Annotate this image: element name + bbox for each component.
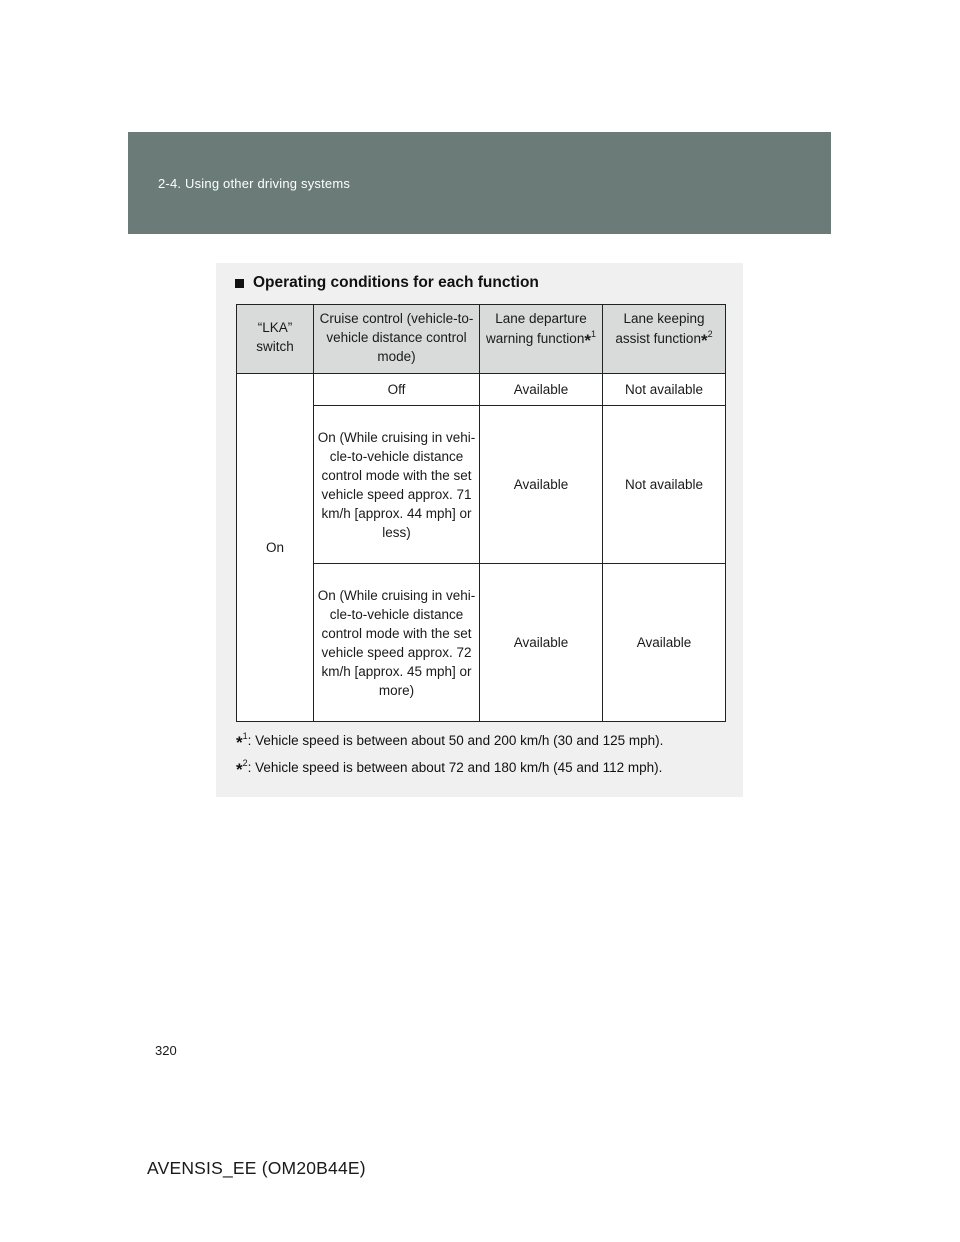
header-band <box>128 132 831 234</box>
footnote-ref-2: 2 <box>707 329 713 339</box>
header-lka-switch: “LKA” switch <box>237 305 314 374</box>
section-breadcrumb: 2-4. Using other driving systems <box>158 176 351 191</box>
lane-departure-cell: Available <box>480 564 603 722</box>
header-lane-departure: Lane departure warning function*$^1$ <box>480 305 603 374</box>
lane-departure-cell: Available <box>480 374 603 406</box>
footnote-2: *$^2$: Vehicle speed is between about 72 and 180 km/h (45 and 112 mph). <box>236 758 663 779</box>
table-header-row <box>237 305 726 374</box>
cruise-cell: Off <box>314 374 480 406</box>
header-cruise-control: Cruise control (vehicle-to-vehicle distance control mode) <box>314 305 480 374</box>
footnote-1: *$^1$: Vehicle speed is between about 50 and 200 km/h (30 and 125 mph). <box>236 731 664 752</box>
footnote-star-icon: * <box>700 331 708 350</box>
document-code: AVENSIS_EE (OM20B44E) <box>147 1158 366 1178</box>
lane-keeping-cell: Not available <box>603 406 726 564</box>
footnote-star-icon: * <box>584 331 591 350</box>
table-row <box>237 374 726 406</box>
cruise-cell: On (While cruising in vehi-cle-to-vehicle distance control mode with the set vehicle speed approx. 71 km/h [approx. 44 mph] or less) <box>314 406 480 564</box>
lka-switch-cell: On <box>237 374 314 722</box>
footnote-star-icon: * <box>236 760 243 779</box>
footnote-star-icon: * <box>236 733 243 752</box>
section-heading <box>235 274 539 292</box>
lane-keeping-cell: Not available <box>603 374 726 406</box>
footnote-ref-1: 1 <box>590 329 596 339</box>
square-bullet-icon <box>235 279 244 288</box>
page-number: 320 <box>155 1043 177 1058</box>
cruise-cell: On (While cruising in vehi-cle-to-vehicle distance control mode with the set vehicle speed approx. 72 km/h [approx. 45 mph] or more) <box>314 564 480 722</box>
content-panel <box>216 263 743 797</box>
section-title: Operating conditions for each function <box>253 274 539 291</box>
lane-keeping-cell: Available <box>603 564 726 722</box>
header-lane-keeping: Lane keeping assist function*$^2$ <box>603 305 726 374</box>
lane-departure-cell: Available <box>480 406 603 564</box>
operating-conditions-table <box>236 304 726 722</box>
